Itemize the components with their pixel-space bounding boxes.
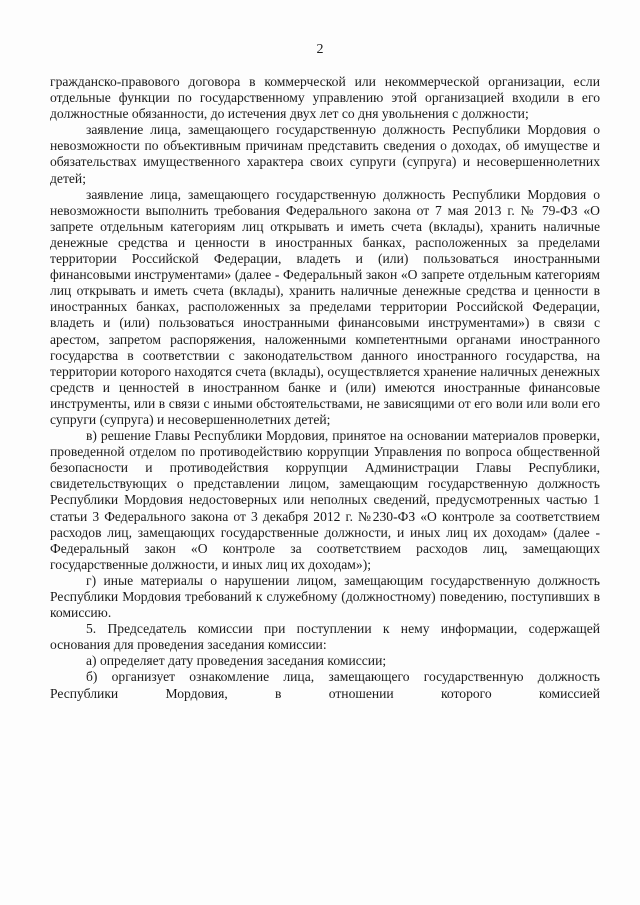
paragraph-foreign-accounts: заявление лица, замещающего государственную должность Республики Мордовия о невозможности выполнить требования Федерального закона от 7 мая 2013 г. № 79-ФЗ «О запрете отдельным категориям лиц открывать и иметь счета (вклады), хранить наличные денежные средства и ценности в иностранных банках, расположенных за пределами территории Российской Федерации, владеть и (или) пользоваться иностранными финансовыми инструментами» (далее - Федеральный закон «О запрете отдельным категориям лиц открывать и иметь счета (вклады), хранить наличные денежные средства и ценности в иностранных банках, расположенных за пределами территории Российской Федерации, владеть и (или) пользоваться иностранными финансовыми инструментами») в связи с арестом, запретом распоряжения, наложенными компетентными органами иностранного государства в соответствии с законодательством данного иностранного государства, на территории которого находятся счета (вклады), осуществляется хранение наличных денежных средств и ценностей в иностранном банке и (или) имеются иностранные финансовые инструменты, или в связи с иными обстоятельствами, не зависящими от его воли или воли его супруги (супруга) и несовершеннолетних детей; — [50, 186, 600, 427]
paragraph-item-v: в) решение Главы Республики Мордовия, принятое на основании материалов проверки, проведенной отделом по противодействию коррупции Управления по вопроса общественной безопасности и противодействия коррупции Администрации Главы Республики, свидетельствующих о представлении лицом, замещающим государственную должность Республики Мордовия недостоверных или неполных сведений, предусмотренных частью 1 статьи 3 Федерального закона от 3 декабря 2012 г. №230-ФЗ «О контроле за соответствием расходов лиц, замещающих государственные должности, и иных лиц их доходам» (далее - Федеральный закон «О контроле за соответствием расходов лиц, замещающих государственные должности, и иных лиц их доходам»); — [50, 428, 600, 572]
document-body — [50, 74, 600, 702]
paragraph-item-g: г) иные материалы о нарушении лицом, замещающим государственную должность Республики Мордовия требований к служебному (должностному) поведению, поступивших в комиссию. — [50, 572, 600, 621]
paragraph-clause-5: 5. Председатель комиссии при поступлении к нему информации, содержащей основания для проведения заседания комиссии: — [50, 621, 600, 653]
paragraph-contract-term: гражданско-правового договора в коммерческой или некоммерческой организации, если отдельные функции по государственному управлению этой организацией входили в его должностные обязанности, до истечения двух лет со дня увольнения с должности; — [50, 74, 600, 122]
paragraph-income-statement: заявление лица, замещающего государственную должность Республики Мордовия о невозможности по объективным причинам представить сведения о доходах, об имуществе и обязательствах имущественного характера своих супруги (супруга) и несовершеннолетних детей; — [50, 122, 600, 186]
paragraph-item-b: б) организует ознакомление лица, замещающего государственную должность Республики Мордовия, в отношении которого комиссией — [50, 669, 600, 701]
page-number: 2 — [316, 42, 324, 57]
paragraph-item-a: а) определяет дату проведения заседания комиссии; — [86, 653, 387, 669]
